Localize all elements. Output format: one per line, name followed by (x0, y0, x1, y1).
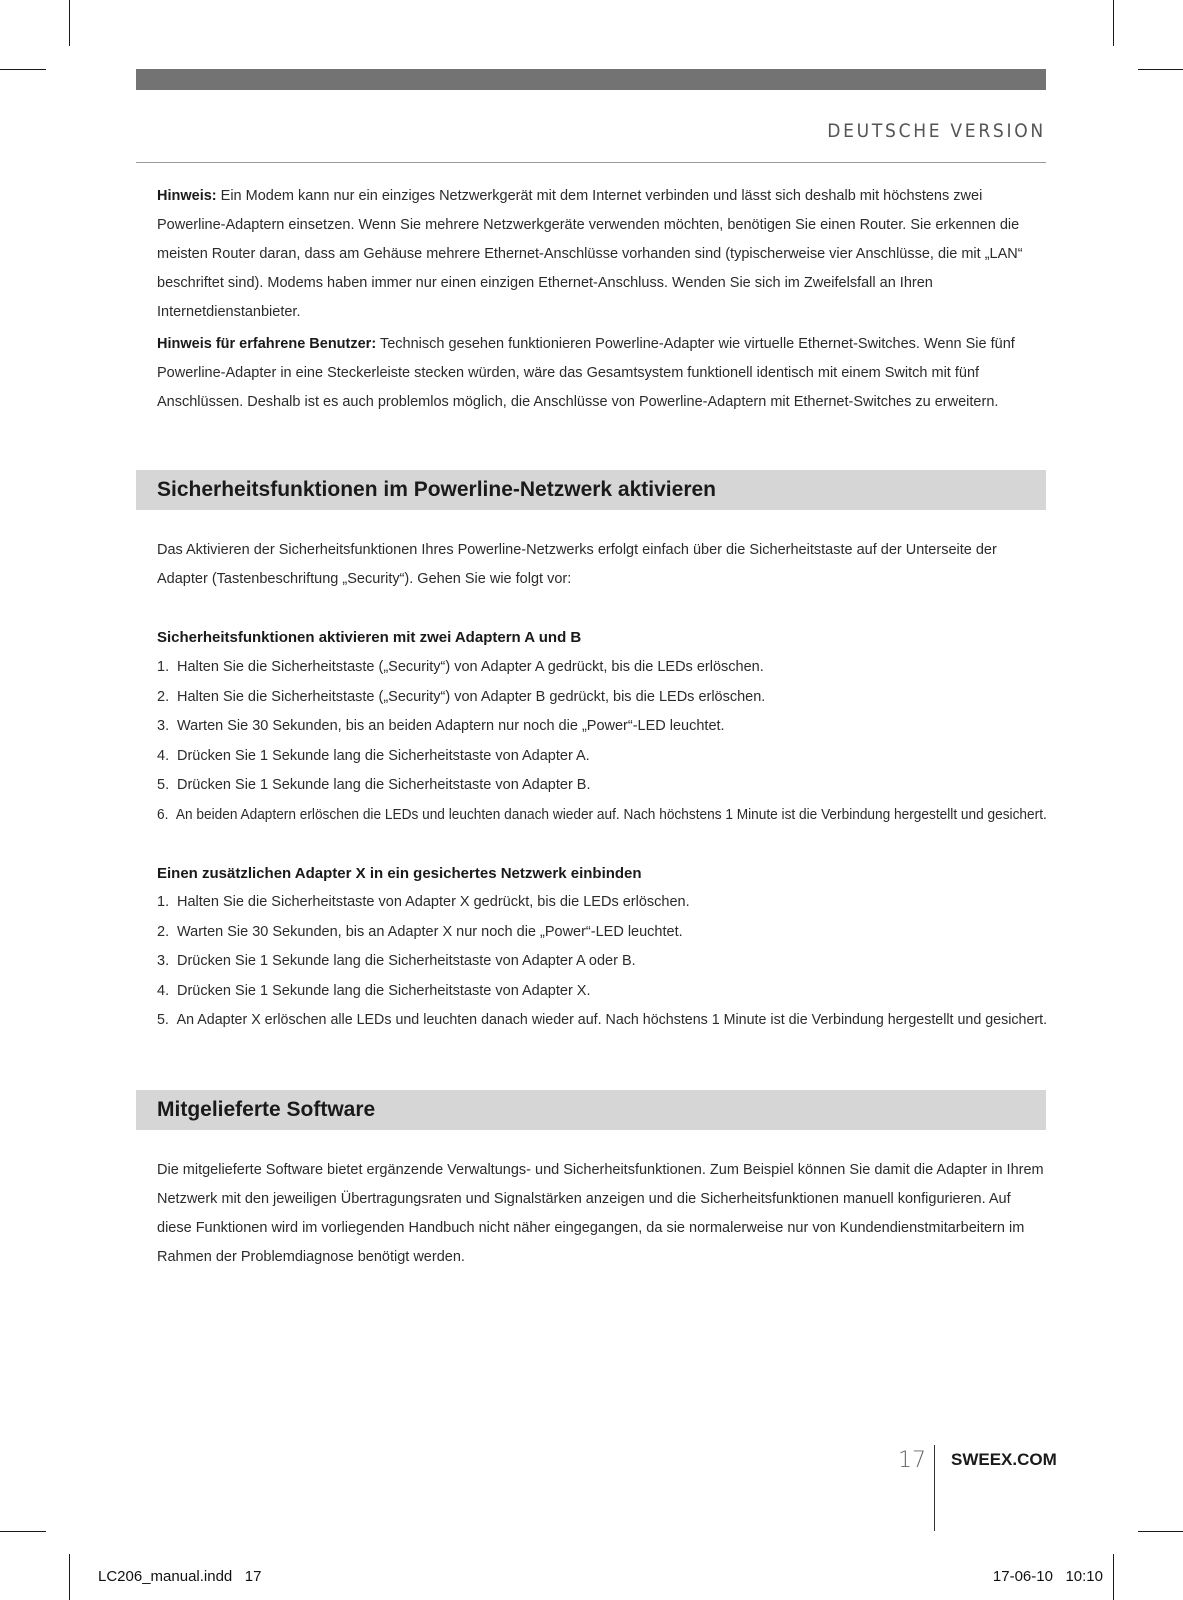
section-title: Mitgelieferte Software (157, 1098, 376, 1121)
section-heading-security (136, 470, 1046, 510)
site-url: SWEEX.COM (951, 1450, 1057, 1469)
crop-mark (69, 1554, 70, 1600)
note-hinweis-erfahren (157, 330, 1045, 417)
note-hinweis (157, 182, 1045, 327)
list-item: 2. Warten Sie 30 Sekunden, bis an Adapter X nur noch die „Power“-LED leuchtet. (157, 923, 683, 940)
software-paragraph: Die mitgelieferte Software bietet ergänzende Verwaltungs- und Sicherheitsfunktionen. Zum Beispiel können Sie damit die Adapter in Ihrem Netzwerk mit den jeweiligen Übertragungsraten und Signalstärken anzeigen und die Sicherheitsfunktionen manuell konfigurieren. Auf diese Funktionen wird im vorliegenden Handbuch nicht näher eingegangen, da sie normalerweise nur von Kundendienstmitarbeitern im Rahmen der Problemdiagnose benötigt werden. (157, 1162, 1044, 1265)
crop-mark (1113, 1554, 1114, 1600)
software-text (157, 1156, 1045, 1272)
security-intro (157, 536, 1045, 594)
note-paragraph (157, 182, 1045, 327)
subheading-group-a: Sicherheitsfunktionen aktivieren mit zwei Adaptern A und B (157, 629, 582, 646)
note-paragraph (157, 330, 1045, 417)
list-item: 4. Drücken Sie 1 Sekunde lang die Sicherheitstaste von Adapter X. (157, 982, 591, 999)
steps-list-a (157, 653, 1047, 830)
page-number: 17 (898, 1448, 926, 1473)
list-item: 5. Drücken Sie 1 Sekunde lang die Sicherheitstaste von Adapter B. (157, 777, 591, 793)
list-item: 2. Halten Sie die Sicherheitstaste („Security“) von Adapter B gedrückt, bis die LEDs erlöschen. (157, 688, 766, 705)
print-slug-file: LC206_manual.indd 17 (98, 1568, 262, 1585)
note-label: Hinweis: (157, 188, 217, 204)
list-item: 4. Drücken Sie 1 Sekunde lang die Sicherheitstaste von Adapter A. (157, 747, 590, 764)
list-item: 6. An beiden Adaptern erlöschen die LEDs und leuchten danach wieder auf. Nach höchstens 1 Minute ist die Verbindung hergestellt und gesichert. (157, 806, 1047, 823)
header-bar (136, 69, 1046, 90)
footer-divider (934, 1445, 935, 1531)
list-item: 1. Halten Sie die Sicherheitstaste („Security“) von Adapter A gedrückt, bis die LEDs erlöschen. (157, 659, 764, 675)
section-title: Sicherheitsfunktionen im Powerline-Netzwerk aktivieren (157, 478, 716, 501)
section-label: DEUTSCHE VERSION (827, 120, 1046, 142)
crop-mark (0, 69, 46, 70)
list-item: 3. Drücken Sie 1 Sekunde lang die Sicherheitstaste von Adapter A oder B. (157, 953, 636, 969)
list-item: 1. Halten Sie die Sicherheitstaste von Adapter X gedrückt, bis die LEDs erlöschen. (157, 894, 690, 910)
steps-list-x (157, 888, 1047, 1036)
section-heading-software (136, 1090, 1046, 1130)
crop-mark (69, 0, 70, 46)
crop-mark (0, 1531, 46, 1532)
note-label: Hinweis für erfahrene Benutzer: (157, 336, 377, 352)
note-text: Ein Modem kann nur ein einziges Netzwerkgerät mit dem Internet verbinden und lässt sich deshalb mit höchstens zwei Powerline-Adaptern einsetzen. Wenn Sie mehrere Netzwerkgeräte verwenden möchten, benötigen Sie einen Router. Sie erkennen die meisten Router daran, dass am Gehäuse mehrere Ethernet-Anschlüsse vorhanden sind (typischerweise vier Anschlüsse, die mit „LAN“ beschriftet sind). Modems haben immer nur einen einzigen Ethernet-Anschluss. Wenden Sie sich im Zweifelsfall an Ihren Internetdienstanbieter. (157, 188, 1023, 320)
crop-mark (1138, 1531, 1183, 1532)
print-slug-date: 17-06-10 10:10 (992, 1568, 1103, 1585)
note-text: Technisch gesehen funktionieren Powerline-Adapter wie virtuelle Ethernet-Switches. Wenn Sie fünf Powerline-Adapter in eine Steckerleiste stecken würden, wäre das Gesamtsystem funktionell identisch mit einem Switch mit fünf Anschlüssen. Deshalb ist es auch problemlos möglich, die Anschlüsse von Powerline-Adaptern mit Ethernet-Switches zu erweitern. (157, 336, 1015, 410)
list-item: 5. An Adapter X erlöschen alle LEDs und leuchten danach wieder auf. Nach höchstens 1 Minute ist die Verbindung hergestellt und gesichert. (157, 1012, 1048, 1028)
crop-mark (1138, 69, 1183, 70)
header-rule (136, 162, 1046, 163)
list-item: 3. Warten Sie 30 Sekunden, bis an beiden Adaptern nur noch die „Power“-LED leuchtet. (157, 718, 725, 734)
intro-paragraph: Das Aktivieren der Sicherheitsfunktionen Ihres Powerline-Netzwerks erfolgt einfach über die Sicherheitstaste auf der Unterseite der Adapter (Tastenbeschriftung „Security“). Gehen Sie wie folgt vor: (157, 542, 997, 587)
subheading-group-x: Einen zusätzlichen Adapter X in ein gesichertes Netzwerk einbinden (157, 865, 642, 882)
crop-mark (1113, 0, 1114, 46)
